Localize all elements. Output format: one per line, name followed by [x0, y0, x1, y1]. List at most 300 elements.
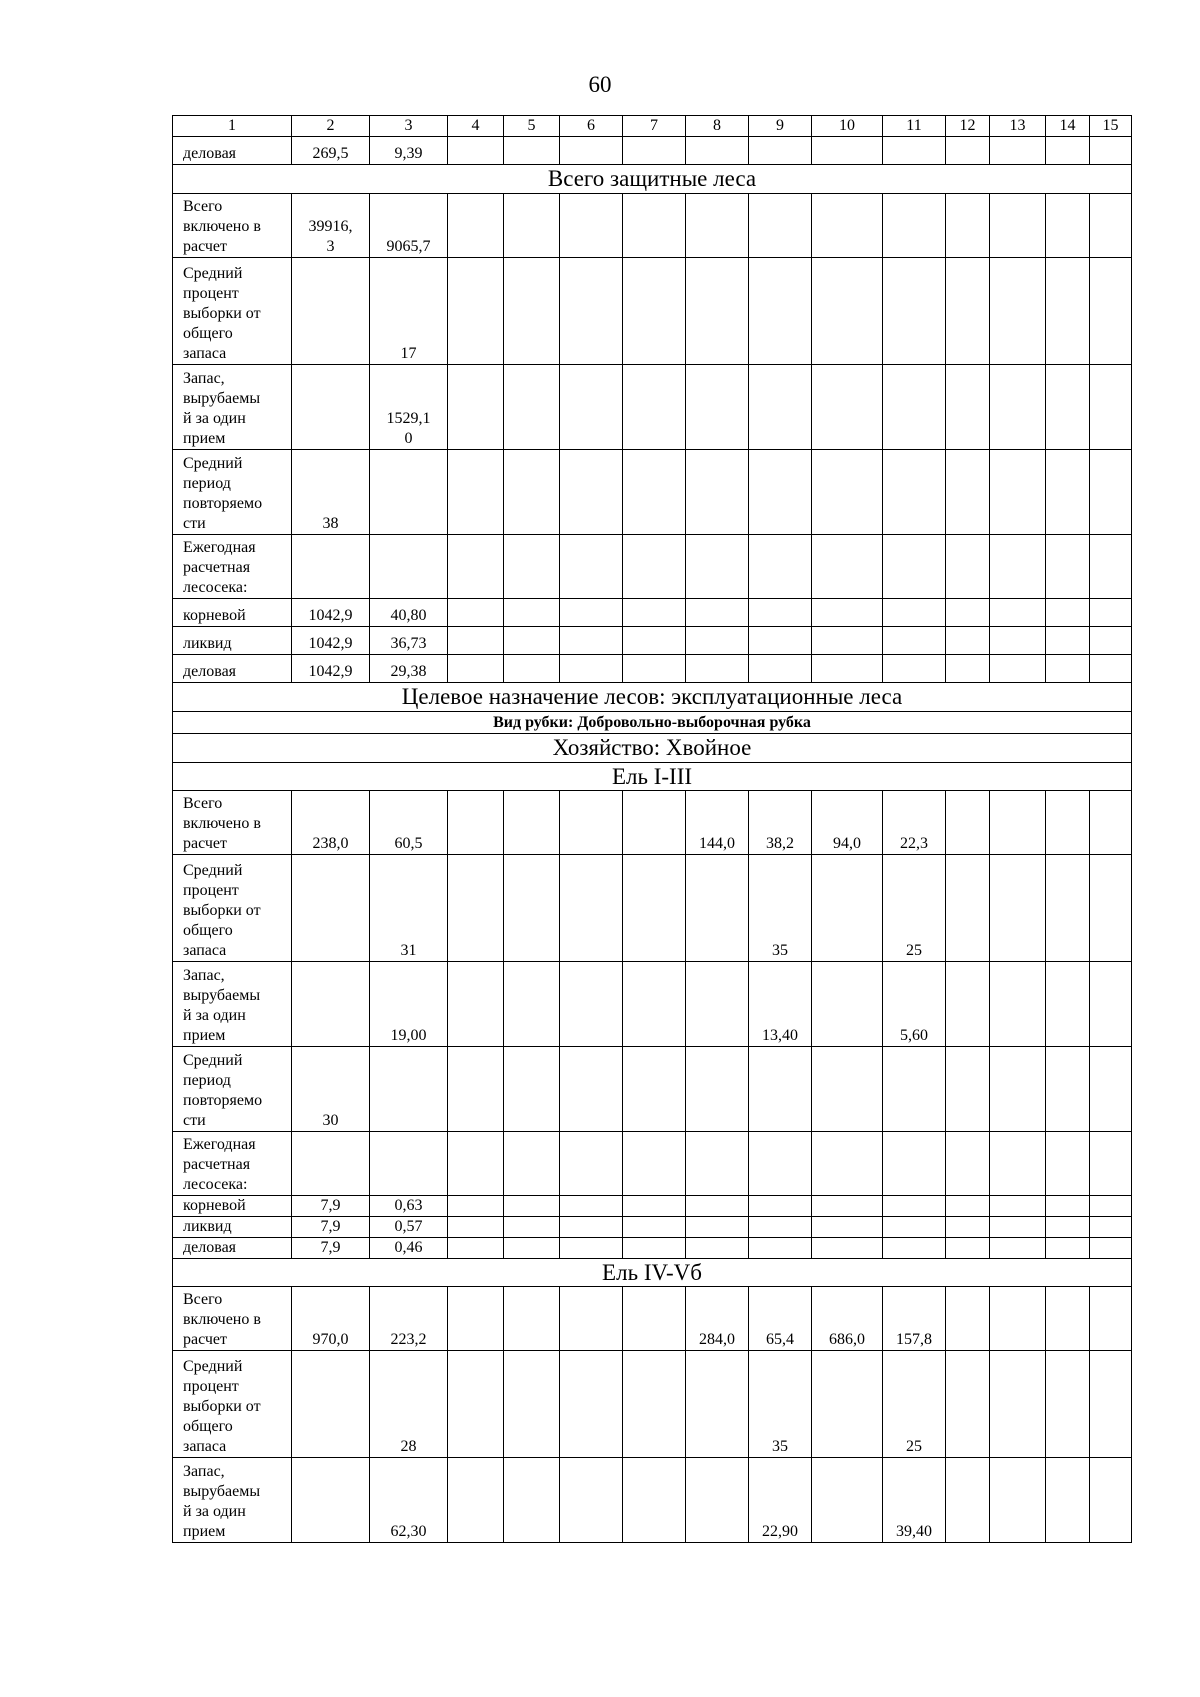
value-cell-col-12 — [946, 791, 990, 855]
value-cell-col-11 — [883, 137, 946, 165]
value-cell-col-5 — [504, 627, 560, 655]
value-cell-col-3 — [370, 1047, 448, 1132]
value-cell-col-11: 39,40 — [883, 1458, 946, 1543]
value-cell-col-14 — [1046, 791, 1090, 855]
value-cell-col-5 — [504, 1238, 560, 1259]
value-cell-col-13 — [990, 655, 1046, 683]
value-cell-col-10: 94,0 — [812, 791, 883, 855]
value-cell-col-13 — [990, 258, 1046, 365]
table-row — [173, 655, 1132, 683]
value-cell-col-9 — [749, 137, 812, 165]
value-cell-col-2: 238,0 — [292, 791, 370, 855]
value-cell-col-10 — [812, 962, 883, 1047]
value-cell-col-15 — [1090, 1132, 1132, 1196]
value-cell-col-12 — [946, 1287, 990, 1351]
value-cell-col-4 — [448, 535, 504, 599]
column-number-cell: 7 — [623, 116, 686, 137]
value-cell-col-3: 36,73 — [370, 627, 448, 655]
value-cell-col-6 — [560, 365, 623, 450]
section-banner-row — [173, 734, 1132, 763]
section-title: Целевое назначение лесов: эксплуатационные леса — [173, 683, 1132, 712]
column-number-cell: 13 — [990, 116, 1046, 137]
value-cell-col-7 — [623, 1047, 686, 1132]
column-number-cell: 9 — [749, 116, 812, 137]
value-cell-col-5 — [504, 365, 560, 450]
value-cell-col-14 — [1046, 365, 1090, 450]
value-cell-col-11 — [883, 1217, 946, 1238]
section-title: Ель I-III — [173, 763, 1132, 791]
value-cell-col-9 — [749, 1047, 812, 1132]
value-cell-col-5 — [504, 194, 560, 258]
value-cell-col-12 — [946, 1351, 990, 1458]
value-cell-col-14 — [1046, 962, 1090, 1047]
value-cell-col-6 — [560, 1047, 623, 1132]
value-cell-col-2 — [292, 535, 370, 599]
value-cell-col-9: 38,2 — [749, 791, 812, 855]
value-cell-col-10 — [812, 535, 883, 599]
value-cell-col-11: 22,3 — [883, 791, 946, 855]
value-cell-col-12 — [946, 258, 990, 365]
value-cell-col-6 — [560, 258, 623, 365]
table-row — [173, 791, 1132, 855]
column-number-cell: 15 — [1090, 116, 1132, 137]
row-label: ликвид — [173, 1217, 292, 1238]
value-cell-col-13 — [990, 1217, 1046, 1238]
value-cell-col-9: 35 — [749, 855, 812, 962]
value-cell-col-12 — [946, 194, 990, 258]
value-cell-col-12 — [946, 627, 990, 655]
value-cell-col-4 — [448, 791, 504, 855]
table-row — [173, 450, 1132, 535]
value-cell-col-3: 223,2 — [370, 1287, 448, 1351]
value-cell-col-12 — [946, 1217, 990, 1238]
table-row — [173, 1351, 1132, 1458]
value-cell-col-14 — [1046, 855, 1090, 962]
value-cell-col-12 — [946, 655, 990, 683]
value-cell-col-2: 1042,9 — [292, 655, 370, 683]
value-cell-col-2: 970,0 — [292, 1287, 370, 1351]
row-label: Всего включено в расчет — [173, 1287, 292, 1351]
value-cell-col-15 — [1090, 1047, 1132, 1132]
value-cell-col-7 — [623, 137, 686, 165]
value-cell-col-7 — [623, 791, 686, 855]
value-cell-col-4 — [448, 258, 504, 365]
value-cell-col-8: 284,0 — [686, 1287, 749, 1351]
table-row — [173, 855, 1132, 962]
value-cell-col-13 — [990, 599, 1046, 627]
value-cell-col-2: 30 — [292, 1047, 370, 1132]
value-cell-col-13 — [990, 194, 1046, 258]
value-cell-col-8 — [686, 627, 749, 655]
column-number-cell: 11 — [883, 116, 946, 137]
value-cell-col-10 — [812, 599, 883, 627]
value-cell-col-7 — [623, 1132, 686, 1196]
row-label: Всего включено в расчет — [173, 791, 292, 855]
value-cell-col-5 — [504, 655, 560, 683]
row-label: деловая — [173, 137, 292, 165]
value-cell-col-2 — [292, 258, 370, 365]
value-cell-col-11 — [883, 1047, 946, 1132]
column-number-cell: 1 — [173, 116, 292, 137]
value-cell-col-9: 65,4 — [749, 1287, 812, 1351]
value-cell-col-8 — [686, 1196, 749, 1217]
value-cell-col-3: 29,38 — [370, 655, 448, 683]
value-cell-col-6 — [560, 627, 623, 655]
value-cell-col-12 — [946, 1238, 990, 1259]
value-cell-col-9 — [749, 365, 812, 450]
value-cell-col-2 — [292, 962, 370, 1047]
value-cell-col-12 — [946, 1132, 990, 1196]
row-label: Запас, вырубаемы й за один прием — [173, 365, 292, 450]
value-cell-col-11 — [883, 599, 946, 627]
value-cell-col-12 — [946, 137, 990, 165]
value-cell-col-7 — [623, 599, 686, 627]
value-cell-col-15 — [1090, 855, 1132, 962]
value-cell-col-6 — [560, 450, 623, 535]
value-cell-col-9: 22,90 — [749, 1458, 812, 1543]
value-cell-col-8 — [686, 365, 749, 450]
value-cell-col-13 — [990, 627, 1046, 655]
value-cell-col-2 — [292, 1351, 370, 1458]
value-cell-col-15 — [1090, 258, 1132, 365]
value-cell-col-14 — [1046, 1238, 1090, 1259]
table-row — [173, 535, 1132, 599]
value-cell-col-10 — [812, 450, 883, 535]
table-row — [173, 258, 1132, 365]
value-cell-col-5 — [504, 791, 560, 855]
value-cell-col-15 — [1090, 365, 1132, 450]
table-row — [173, 1196, 1132, 1217]
value-cell-col-4 — [448, 855, 504, 962]
row-label: Средний процент выборки от общего запаса — [173, 855, 292, 962]
value-cell-col-14 — [1046, 194, 1090, 258]
value-cell-col-7 — [623, 855, 686, 962]
value-cell-col-3: 9,39 — [370, 137, 448, 165]
value-cell-col-3: 1529,1 0 — [370, 365, 448, 450]
value-cell-col-2: 39916, 3 — [292, 194, 370, 258]
table-row — [173, 365, 1132, 450]
value-cell-col-7 — [623, 450, 686, 535]
value-cell-col-3: 0,46 — [370, 1238, 448, 1259]
value-cell-col-14 — [1046, 1217, 1090, 1238]
value-cell-col-15 — [1090, 599, 1132, 627]
value-cell-col-6 — [560, 535, 623, 599]
value-cell-col-7 — [623, 962, 686, 1047]
value-cell-col-14 — [1046, 1351, 1090, 1458]
value-cell-col-11 — [883, 627, 946, 655]
value-cell-col-5 — [504, 1217, 560, 1238]
value-cell-col-8 — [686, 855, 749, 962]
value-cell-col-2: 7,9 — [292, 1217, 370, 1238]
forest-allowable-cut-table — [172, 115, 1132, 1543]
row-label: Запас, вырубаемы й за один прием — [173, 1458, 292, 1543]
value-cell-col-11 — [883, 258, 946, 365]
value-cell-col-2: 269,5 — [292, 137, 370, 165]
value-cell-col-9: 35 — [749, 1351, 812, 1458]
value-cell-col-7 — [623, 1217, 686, 1238]
row-label: Ежегодная расчетная лесосека: — [173, 535, 292, 599]
table-row — [173, 627, 1132, 655]
row-label: ликвид — [173, 627, 292, 655]
value-cell-col-8 — [686, 655, 749, 683]
table-row — [173, 1287, 1132, 1351]
value-cell-col-2 — [292, 365, 370, 450]
value-cell-col-5 — [504, 1132, 560, 1196]
section-banner-row — [173, 763, 1132, 791]
column-number-cell: 2 — [292, 116, 370, 137]
value-cell-col-5 — [504, 1351, 560, 1458]
value-cell-col-3: 19,00 — [370, 962, 448, 1047]
value-cell-col-8 — [686, 137, 749, 165]
value-cell-col-11 — [883, 1196, 946, 1217]
value-cell-col-10 — [812, 1458, 883, 1543]
value-cell-col-12 — [946, 365, 990, 450]
value-cell-col-9 — [749, 258, 812, 365]
value-cell-col-10 — [812, 1217, 883, 1238]
value-cell-col-7 — [623, 655, 686, 683]
value-cell-col-5 — [504, 855, 560, 962]
value-cell-col-15 — [1090, 137, 1132, 165]
value-cell-col-9 — [749, 1217, 812, 1238]
value-cell-col-15 — [1090, 1217, 1132, 1238]
table-row — [173, 1047, 1132, 1132]
value-cell-col-11: 157,8 — [883, 1287, 946, 1351]
value-cell-col-6 — [560, 791, 623, 855]
value-cell-col-10 — [812, 137, 883, 165]
section-title: Хозяйство: Хвойное — [173, 734, 1132, 763]
value-cell-col-10 — [812, 194, 883, 258]
value-cell-col-5 — [504, 258, 560, 365]
value-cell-col-8 — [686, 1132, 749, 1196]
value-cell-col-6 — [560, 137, 623, 165]
value-cell-col-7 — [623, 535, 686, 599]
row-label: Всего включено в расчет — [173, 194, 292, 258]
value-cell-col-9 — [749, 1196, 812, 1217]
value-cell-col-2 — [292, 1458, 370, 1543]
value-cell-col-8 — [686, 450, 749, 535]
value-cell-col-14 — [1046, 1287, 1090, 1351]
value-cell-col-6 — [560, 655, 623, 683]
table-row — [173, 137, 1132, 165]
row-label: деловая — [173, 655, 292, 683]
value-cell-col-3: 62,30 — [370, 1458, 448, 1543]
value-cell-col-13 — [990, 1238, 1046, 1259]
value-cell-col-4 — [448, 365, 504, 450]
section-banner-row — [173, 683, 1132, 712]
value-cell-col-4 — [448, 655, 504, 683]
value-cell-col-3: 28 — [370, 1351, 448, 1458]
value-cell-col-15 — [1090, 1238, 1132, 1259]
value-cell-col-12 — [946, 855, 990, 962]
value-cell-col-3: 40,80 — [370, 599, 448, 627]
value-cell-col-12 — [946, 1196, 990, 1217]
value-cell-col-10 — [812, 1196, 883, 1217]
row-label: деловая — [173, 1238, 292, 1259]
value-cell-col-4 — [448, 450, 504, 535]
column-number-cell: 6 — [560, 116, 623, 137]
row-label: корневой — [173, 1196, 292, 1217]
value-cell-col-8 — [686, 1217, 749, 1238]
table-row — [173, 1458, 1132, 1543]
value-cell-col-8 — [686, 1238, 749, 1259]
value-cell-col-6 — [560, 1287, 623, 1351]
value-cell-col-2: 38 — [292, 450, 370, 535]
value-cell-col-13 — [990, 137, 1046, 165]
value-cell-col-3: 9065,7 — [370, 194, 448, 258]
value-cell-col-9 — [749, 194, 812, 258]
table-row — [173, 599, 1132, 627]
value-cell-col-2 — [292, 1132, 370, 1196]
value-cell-col-10 — [812, 1351, 883, 1458]
value-cell-col-12 — [946, 962, 990, 1047]
value-cell-col-5 — [504, 535, 560, 599]
value-cell-col-13 — [990, 962, 1046, 1047]
value-cell-col-5 — [504, 1287, 560, 1351]
value-cell-col-4 — [448, 194, 504, 258]
table-row — [173, 1217, 1132, 1238]
column-number-cell: 4 — [448, 116, 504, 137]
value-cell-col-10 — [812, 1047, 883, 1132]
value-cell-col-3 — [370, 450, 448, 535]
value-cell-col-14 — [1046, 450, 1090, 535]
section-banner-row — [173, 712, 1132, 734]
value-cell-col-13 — [990, 1287, 1046, 1351]
value-cell-col-10 — [812, 1132, 883, 1196]
column-number-cell: 5 — [504, 116, 560, 137]
row-label: Запас, вырубаемы й за один прием — [173, 962, 292, 1047]
value-cell-col-5 — [504, 450, 560, 535]
value-cell-col-11 — [883, 1238, 946, 1259]
value-cell-col-4 — [448, 1132, 504, 1196]
value-cell-col-5 — [504, 1047, 560, 1132]
value-cell-col-5 — [504, 599, 560, 627]
value-cell-col-9 — [749, 535, 812, 599]
value-cell-col-7 — [623, 627, 686, 655]
value-cell-col-8 — [686, 1458, 749, 1543]
value-cell-col-13 — [990, 1196, 1046, 1217]
value-cell-col-13 — [990, 1132, 1046, 1196]
value-cell-col-14 — [1046, 1458, 1090, 1543]
value-cell-col-7 — [623, 258, 686, 365]
value-cell-col-14 — [1046, 627, 1090, 655]
value-cell-col-13 — [990, 535, 1046, 599]
value-cell-col-12 — [946, 450, 990, 535]
value-cell-col-11: 25 — [883, 1351, 946, 1458]
table-row — [173, 962, 1132, 1047]
value-cell-col-12 — [946, 599, 990, 627]
value-cell-col-14 — [1046, 535, 1090, 599]
section-title: Ель IV-Vб — [173, 1259, 1132, 1287]
value-cell-col-4 — [448, 1047, 504, 1132]
section-title: Вид рубки: Добровольно-выборочная рубка — [173, 712, 1132, 734]
value-cell-col-8: 144,0 — [686, 791, 749, 855]
value-cell-col-8 — [686, 1047, 749, 1132]
value-cell-col-7 — [623, 1458, 686, 1543]
value-cell-col-9 — [749, 627, 812, 655]
value-cell-col-3: 17 — [370, 258, 448, 365]
value-cell-col-13 — [990, 855, 1046, 962]
value-cell-col-11 — [883, 450, 946, 535]
value-cell-col-4 — [448, 1238, 504, 1259]
value-cell-col-3: 0,57 — [370, 1217, 448, 1238]
value-cell-col-10 — [812, 258, 883, 365]
value-cell-col-14 — [1046, 599, 1090, 627]
column-number-cell: 14 — [1046, 116, 1090, 137]
value-cell-col-6 — [560, 1351, 623, 1458]
value-cell-col-11: 25 — [883, 855, 946, 962]
value-cell-col-11 — [883, 535, 946, 599]
table-row — [173, 194, 1132, 258]
value-cell-col-14 — [1046, 655, 1090, 683]
value-cell-col-15 — [1090, 791, 1132, 855]
value-cell-col-2 — [292, 855, 370, 962]
value-cell-col-5 — [504, 137, 560, 165]
value-cell-col-13 — [990, 1351, 1046, 1458]
value-cell-col-13 — [990, 791, 1046, 855]
value-cell-col-6 — [560, 962, 623, 1047]
value-cell-col-4 — [448, 599, 504, 627]
value-cell-col-9 — [749, 655, 812, 683]
value-cell-col-9 — [749, 1238, 812, 1259]
value-cell-col-3 — [370, 535, 448, 599]
value-cell-col-3: 60,5 — [370, 791, 448, 855]
row-label: корневой — [173, 599, 292, 627]
value-cell-col-14 — [1046, 137, 1090, 165]
value-cell-col-15 — [1090, 1458, 1132, 1543]
value-cell-col-10 — [812, 365, 883, 450]
value-cell-col-8 — [686, 194, 749, 258]
value-cell-col-11 — [883, 365, 946, 450]
value-cell-col-7 — [623, 1287, 686, 1351]
value-cell-col-15 — [1090, 194, 1132, 258]
value-cell-col-3: 31 — [370, 855, 448, 962]
value-cell-col-14 — [1046, 1047, 1090, 1132]
row-label: Средний процент выборки от общего запаса — [173, 258, 292, 365]
column-number-cell: 8 — [686, 116, 749, 137]
value-cell-col-6 — [560, 1238, 623, 1259]
value-cell-col-4 — [448, 1196, 504, 1217]
value-cell-col-13 — [990, 1047, 1046, 1132]
value-cell-col-2: 1042,9 — [292, 599, 370, 627]
value-cell-col-10 — [812, 655, 883, 683]
value-cell-col-5 — [504, 1458, 560, 1543]
value-cell-col-13 — [990, 365, 1046, 450]
value-cell-col-15 — [1090, 962, 1132, 1047]
value-cell-col-6 — [560, 1132, 623, 1196]
value-cell-col-10 — [812, 855, 883, 962]
value-cell-col-11 — [883, 655, 946, 683]
value-cell-col-6 — [560, 599, 623, 627]
value-cell-col-8 — [686, 599, 749, 627]
column-number-row — [173, 116, 1132, 137]
value-cell-col-9 — [749, 450, 812, 535]
value-cell-col-10: 686,0 — [812, 1287, 883, 1351]
value-cell-col-15 — [1090, 1287, 1132, 1351]
value-cell-col-10 — [812, 627, 883, 655]
value-cell-col-4 — [448, 627, 504, 655]
row-label: Ежегодная расчетная лесосека: — [173, 1132, 292, 1196]
value-cell-col-11 — [883, 194, 946, 258]
value-cell-col-2: 7,9 — [292, 1238, 370, 1259]
value-cell-col-4 — [448, 1351, 504, 1458]
value-cell-col-6 — [560, 194, 623, 258]
value-cell-col-6 — [560, 1196, 623, 1217]
row-label: Средний период повторяемо сти — [173, 450, 292, 535]
value-cell-col-12 — [946, 1047, 990, 1132]
value-cell-col-7 — [623, 194, 686, 258]
section-banner-row — [173, 1259, 1132, 1287]
value-cell-col-4 — [448, 962, 504, 1047]
